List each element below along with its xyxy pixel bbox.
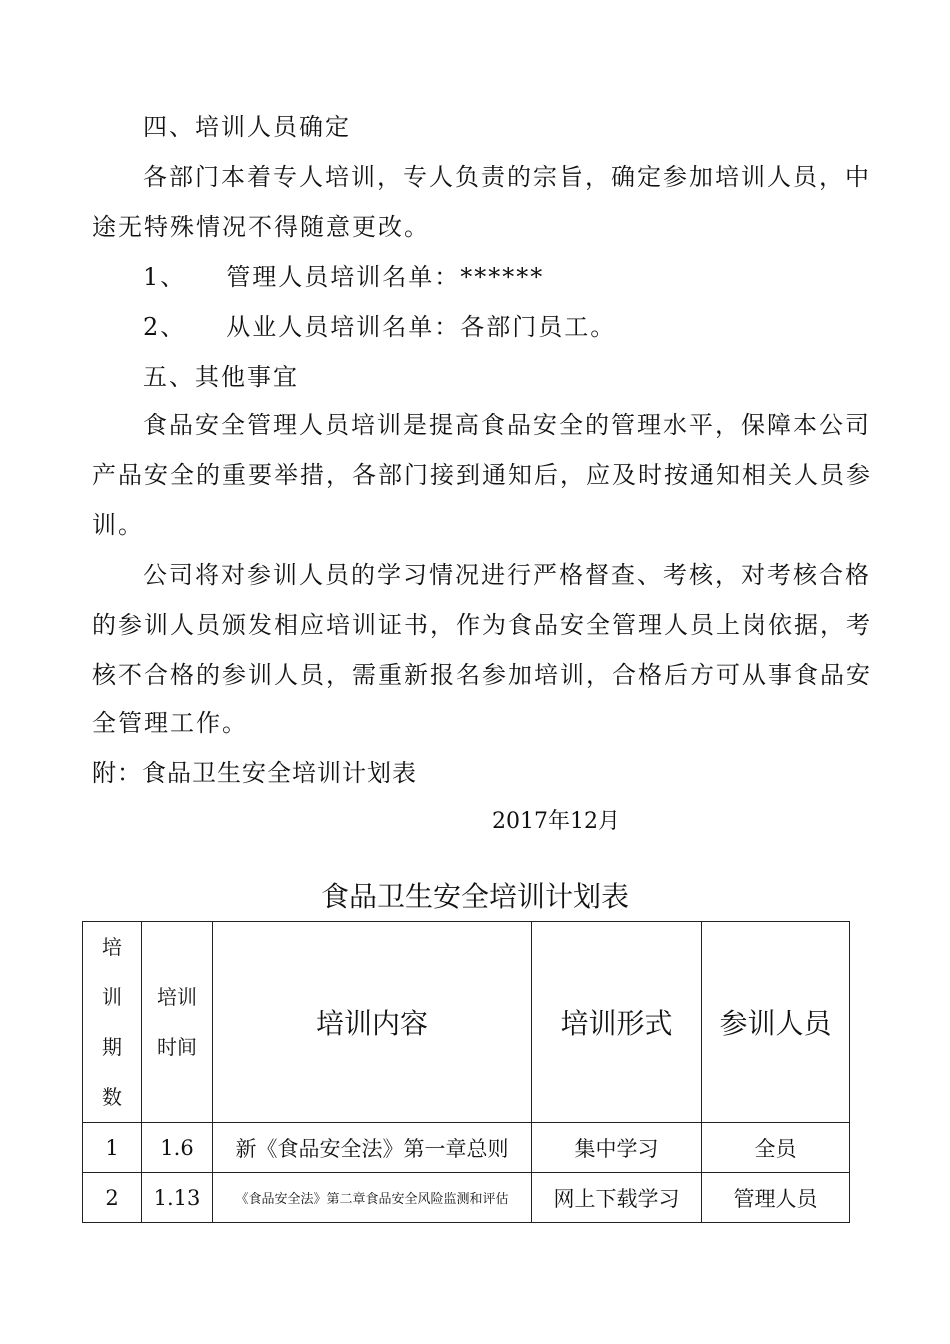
table-row <box>83 1173 850 1223</box>
paragraph-line: 训。 <box>92 511 144 539</box>
header-time-line: 时间 <box>157 1035 197 1059</box>
header-period <box>83 922 142 1123</box>
cell-participants: 全员 <box>702 1123 850 1173</box>
attachment-note: 附：食品卫生安全培训计划表 <box>92 759 417 787</box>
header-time-line: 培训 <box>157 985 197 1009</box>
header-period-char: 期 <box>102 1035 122 1059</box>
cell-time: 1.13 <box>142 1173 213 1223</box>
cell-content: 新《食品安全法》第一章总则 <box>213 1123 532 1173</box>
header-period-char: 数 <box>102 1085 122 1109</box>
paragraph-line: 食品安全管理人员培训是提高食品安全的管理水平，保障本公司 <box>143 411 871 439</box>
paragraph-line: 公司将对参训人员的学习情况进行严格督查、考核，对考核合格 <box>143 561 871 589</box>
header-form: 培训形式 <box>532 922 702 1123</box>
paragraph-line: 各部门本着专人培训，专人负责的宗旨，确定参加培训人员，中 <box>143 163 871 191</box>
cell-form: 网上下载学习 <box>532 1173 702 1223</box>
paragraph-line: 核不合格的参训人员，需重新报名参加培训，合格后方可从事食品安 <box>92 661 872 689</box>
list-item-1: 1、 管理人员培训名单：****** <box>143 263 545 291</box>
header-period-char: 训 <box>102 985 122 1009</box>
table-row <box>83 1123 850 1173</box>
training-plan-table <box>82 921 850 1223</box>
table-header-row <box>83 922 850 1123</box>
paragraph-line: 的参训人员颁发相应培训证书，作为食品安全管理人员上岗依据，考 <box>92 611 872 639</box>
cell-form: 集中学习 <box>532 1123 702 1173</box>
header-time <box>142 922 213 1123</box>
header-participants: 参训人员 <box>702 922 850 1123</box>
cell-period: 2 <box>83 1173 142 1223</box>
cell-period: 1 <box>83 1123 142 1173</box>
cell-time: 1.6 <box>142 1123 213 1173</box>
header-content: 培训内容 <box>213 922 532 1123</box>
header-period-char: 培 <box>102 935 122 959</box>
cell-participants: 管理人员 <box>702 1173 850 1223</box>
list-item-2: 2、 从业人员培训名单：各部门员工。 <box>143 313 617 341</box>
paragraph-line: 产品安全的重要举措，各部门接到通知后，应及时按通知相关人员参 <box>92 461 872 489</box>
document-date: 2017年12月 <box>492 809 620 834</box>
section-heading-4: 四、培训人员确定 <box>143 113 351 141</box>
paragraph-line: 途无特殊情况不得随意更改。 <box>92 213 430 241</box>
table-title: 食品卫生安全培训计划表 <box>320 880 629 913</box>
paragraph-line: 全管理工作。 <box>92 709 248 737</box>
cell-content: 《食品安全法》第二章食品安全风险监测和评估 <box>213 1173 532 1223</box>
section-heading-5: 五、其他事宜 <box>143 363 299 391</box>
